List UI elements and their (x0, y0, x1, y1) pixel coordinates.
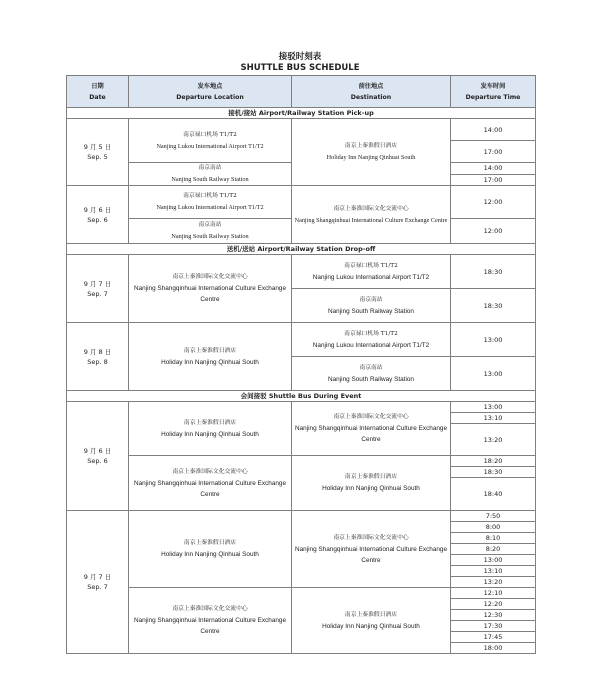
destination-cell: 南京上秦淮国际文化交流中心 Nanjing Shangqinhuai International Culture Exchange Centre (292, 511, 451, 588)
time-cell: 13:00 (451, 402, 536, 413)
departure-cell: 南京上秦淮假日酒店 Holiday Inn Nanjing Qinhuai South (129, 402, 292, 456)
destination-cell: 南京上秦淮假日酒店 Holiday Inn Nanjing Qinhuai South (292, 119, 451, 186)
table-row (67, 119, 536, 130)
time-cell: 8:20 (451, 544, 536, 555)
table-row (67, 456, 536, 467)
destination-cell: 南京上秦淮假日酒店 Holiday Inn Nanjing Qinhuai South (292, 588, 451, 654)
time-cell: 7:50 (451, 511, 536, 522)
destination-cell: 南京上秦淮国际文化交流中心 Nanjing Shangqinhuai International Culture Exchange Centre (292, 402, 451, 456)
header-departure: 发车地点 Departure Location (129, 76, 292, 108)
date-cell: 9 月 7 日 Sep. 7 (67, 255, 129, 323)
table-row (67, 511, 536, 522)
time-cell: 14:00 (451, 163, 536, 175)
time-cell: 17:00 (451, 174, 536, 186)
table-row (67, 402, 536, 413)
time-cell: 17:00 (451, 141, 536, 163)
time-cell: 18:30 (451, 289, 536, 323)
table-row (67, 186, 536, 219)
section-dropoff (67, 244, 536, 255)
time-cell: 18:30 (451, 255, 536, 289)
header-destination: 前往地点 Destination (292, 76, 451, 108)
table-row (67, 588, 536, 599)
time-cell: 12:10 (451, 588, 536, 599)
section-pickup (67, 108, 536, 119)
time-cell: 13:00 (451, 555, 536, 566)
time-cell: 13:10 (451, 413, 536, 424)
destination-cell: 南京上秦淮国际文化交流中心 Nanjing Shangqinhuai International Culture Exchange Centre (292, 186, 451, 244)
time-cell: 18:40 (451, 478, 536, 511)
time-cell: 12:30 (451, 610, 536, 621)
time-cell: 14:00 (451, 119, 536, 141)
time-cell: 13:00 (451, 357, 536, 391)
departure-cell: 南京禄口机场 T1/T2 Nanjing Lukou International Airport T1/T2 (129, 186, 292, 219)
destination-cell: 南京禄口机场 T1/T2 Nanjing Lukou International Airport T1/T2 (292, 255, 451, 289)
time-cell: 12:00 (451, 219, 536, 244)
date-cell: 9 月 8 日 Sep. 8 (67, 323, 129, 391)
section-event (67, 391, 536, 402)
time-cell: 17:30 (451, 621, 536, 632)
departure-cell: 南京禄口机场 T1/T2 Nanjing Lukou International Airport T1/T2 (129, 119, 292, 163)
time-cell: 8:00 (451, 522, 536, 533)
header-row (67, 76, 536, 108)
time-cell: 12:20 (451, 599, 536, 610)
table-row (67, 255, 536, 289)
destination-cell: 南京南站 Nanjing South Railway Station (292, 357, 451, 391)
departure-cell: 南京上秦淮假日酒店 Holiday Inn Nanjing Qinhuai South (129, 323, 292, 391)
time-cell: 8:10 (451, 533, 536, 544)
date-cell: 9 月 6 日 Sep. 6 (67, 402, 129, 511)
header-time: 发车时间 Departure Time (451, 76, 536, 108)
destination-cell: 南京禄口机场 T1/T2 Nanjing Lukou International Airport T1/T2 (292, 323, 451, 357)
title-cn: 接驳时刻表 (278, 52, 322, 62)
departure-cell: 南京上秦淮国际文化交流中心 Nanjing Shangqinhuai International Culture Exchange Centre (129, 255, 292, 323)
date-cell: 9 月 7 日 Sep. 7 (67, 511, 129, 654)
section-title: 接机/接站 Airport/Railway Station Pick-up (67, 108, 536, 119)
time-cell: 17:45 (451, 632, 536, 643)
time-cell: 12:00 (451, 186, 536, 219)
page-heading (0, 52, 600, 74)
departure-cell: 南京上秦淮假日酒店 Holiday Inn Nanjing Qinhuai South (129, 511, 292, 588)
departure-cell: 南京南站 Nanjing South Railway Station (129, 163, 292, 186)
date-cell: 9 月 6 日 Sep. 6 (67, 186, 129, 244)
section-title: 会间接驳 Shuttle Bus During Event (67, 391, 536, 402)
departure-cell: 南京上秦淮国际文化交流中心 Nanjing Shangqinhuai International Culture Exchange Centre (129, 456, 292, 511)
header-date: 日期 Date (67, 76, 129, 108)
time-cell: 13:20 (451, 424, 536, 456)
time-cell: 13:00 (451, 323, 536, 357)
shuttle-schedule-table (66, 75, 536, 654)
time-cell: 13:10 (451, 566, 536, 577)
time-cell: 13:20 (451, 577, 536, 588)
time-cell: 18:20 (451, 456, 536, 467)
time-cell: 18:30 (451, 467, 536, 478)
date-cell: 9 月 5 日 Sep. 5 (67, 119, 129, 186)
section-title: 送机/送站 Airport/Railway Station Drop-off (67, 244, 536, 255)
title-en: SHUTTLE BUS SCHEDULE (240, 63, 360, 73)
departure-cell: 南京南站 Nanjing South Railway Station (129, 219, 292, 244)
destination-cell: 南京南站 Nanjing South Railway Station (292, 289, 451, 323)
departure-cell: 南京上秦淮国际文化交流中心 Nanjing Shangqinhuai International Culture Exchange Centre (129, 588, 292, 654)
time-cell: 18:00 (451, 643, 536, 654)
table-row (67, 323, 536, 357)
destination-cell: 南京上秦淮假日酒店 Holiday Inn Nanjing Qinhuai South (292, 456, 451, 511)
